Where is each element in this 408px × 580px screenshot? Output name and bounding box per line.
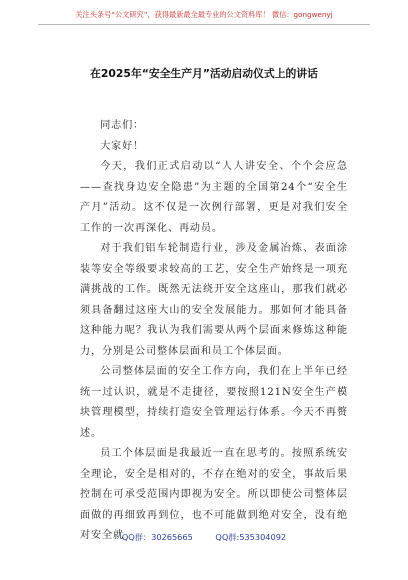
- body-paragraph: 公司整体层面的安全工作方向，我们在上半年已经统一过认识，就是不走捷径，要按照121N安全生产模块管理模型，持续打造安全管理运行体系。今天不再赘述。: [80, 366, 348, 439]
- greeting: 大家好！: [100, 140, 145, 152]
- body-paragraph: 对于我们铝车轮制造行业，涉及金属冶炼、表面涂装等安全等级要求较高的工艺，安全生产始终是一项充满挑战的工作。既然无法绕开安全这座山，那我们就必须具备翻过这座大山的安全发展能力。那如何才能具备这种能力呢？我认为我们需要从两个层面来修炼这种能力，分别是公司整体层面和员工个体层面。: [80, 243, 348, 357]
- promo-banner: 关注头条号“公文研究”，获得最新最全最专业的公文资料库！ 微信：gongwenyj: [38, 8, 370, 25]
- document-title: 在2025年“安全生产月”活动启动仪式上的讲话: [90, 67, 318, 80]
- body-paragraph: 今天，我们正式启动以“人人讲安全、个个会应急——查找身边安全隐患”为主题的全国第24个“安全生产月”活动。这不仅是一次例行部署，更是对我们安全工作的一次再深化、再动员。: [80, 161, 348, 234]
- salutation: 同志们：: [100, 120, 145, 131]
- qq-group-2: QQ群:535304092: [215, 532, 287, 542]
- body-paragraph: 员工个体层面是我最近一直在思考的。按照系统安全理论，安全是相对的，不存在绝对的安全，事故后果控制在可承受范围内即视为安全。所以即使公司整体层面做的再细致再到位，也不可能做到绝对安全，没有绝对安全就: [80, 448, 348, 541]
- document-body: [80, 116, 348, 547]
- qq-group-1: QQ群：30265665: [121, 532, 193, 542]
- footer-contact: [0, 530, 408, 544]
